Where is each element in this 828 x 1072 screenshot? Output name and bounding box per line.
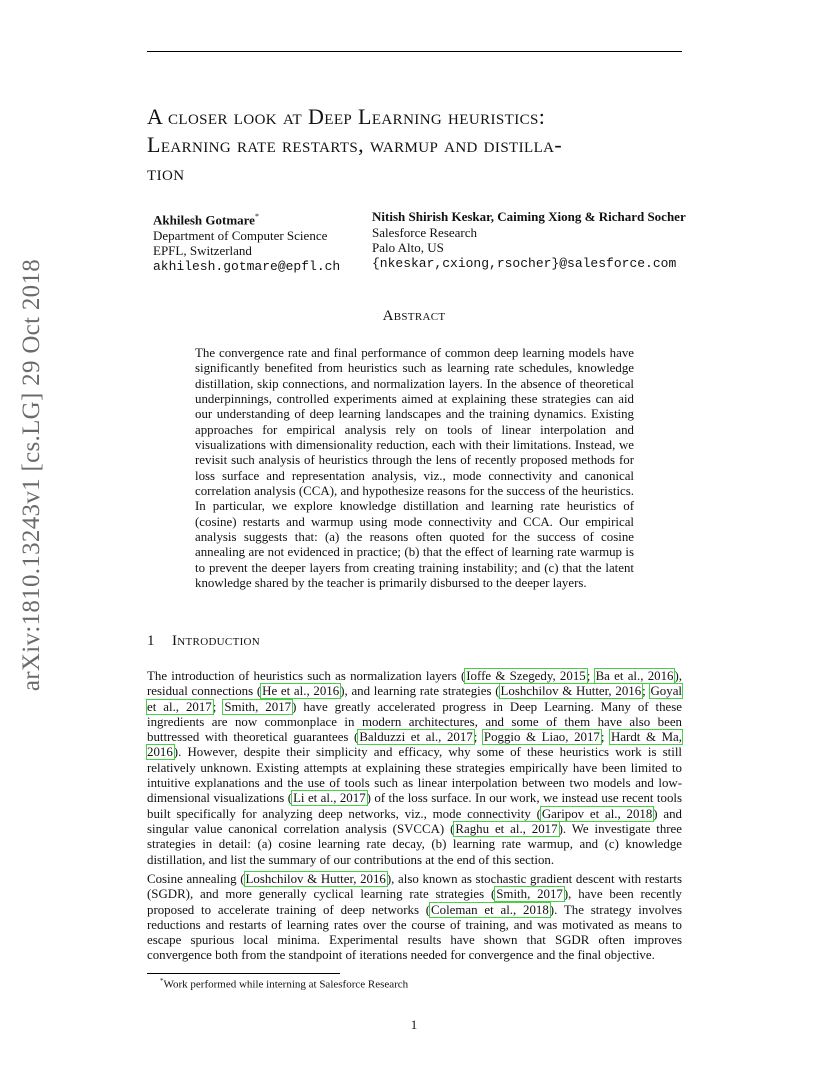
section-heading-introduction [147, 633, 260, 650]
footnote-text: Work performed while interning at Salesforce Research [163, 978, 409, 991]
intro-paragraph-2: Cosine annealing (Loshchilov & Hutter, 2016), also known as stochastic gradient descent with restarts (SGDR), and more generally cyclical learning rate strategies (Smith, 2017), have been recently proposed to accelerate training of deep networks (Coleman et al., 2018). The strategy involves reductions and restarts of learning rates over the course of training, and was motivated as means to escape spurious local minima. Experimental results have shown that SGDR often improves convergence both from the standpoint of iterations needed for convergence and the final objective. [147, 872, 682, 963]
author-block-right [372, 209, 686, 271]
citation-link[interactable]: Ba et al., 2016 [595, 669, 674, 683]
title-line: A closer look at Deep Learning heuristics: [147, 104, 546, 129]
section-number: 1 [147, 633, 155, 649]
citation-link[interactable]: Loshchilov & Hutter, 2016 [500, 684, 642, 699]
abstract-heading: Abstract [382, 308, 446, 324]
citation-link[interactable]: Raghu et al., 2017 [455, 821, 558, 836]
citation-link[interactable]: Hardt & Ma, 2016 [147, 730, 682, 760]
title-line: tion [147, 160, 185, 185]
author-location: EPFL, Switzerland [153, 243, 252, 259]
arxiv-identifier-stamp: arXiv:1810.13243v1 [cs.LG] 29 Oct 2018 [18, 258, 45, 692]
citation-link[interactable]: He et al., 2016 [262, 684, 340, 699]
title-line: Learning rate restarts, warmup and distilla- [147, 132, 563, 157]
author-email[interactable]: {nkeskar,cxiong,rsocher}@salesforce.com [372, 255, 677, 271]
footnote [160, 977, 408, 991]
citation-link[interactable]: Poggio & Liao, 2017 [483, 730, 600, 745]
footnote-rule [147, 973, 340, 974]
author-name: Akhilesh Gotmare* [153, 212, 259, 228]
abstract-text: The convergence rate and final performance of common deep learning models have significantly benefited from heuristics such as learning rate schedules, knowledge distillation, skip connections, and normalization layers. In the absence of theoretical underpinnings, controlled experiments aimed at explaining these strategies can aid our understanding of deep learning landscapes and the training dynamics. Existing approaches for empirical analysis rely on tools of linear interpolation and visualizations with dimensionality reduction, each with their limitations. Instead, we revisit such analysis of heuristics through the lens of recently proposed methods for loss surface and representation analysis, viz., mode connectivity and canonical correlation analysis (CCA), and hypothesize reasons for the success of the heuristics. In particular, we explore knowledge distillation and learning rate heuristics of (cosine) restarts and warmup using mode connectivity and CCA. Our empirical analysis suggests that: (a) the reasons often quoted for the success of cosine annealing are not evidenced in practice; (b) that the effect of learning rate warmup is to prevent the deeper layers from creating training instability; and (c) that the latent knowledge shared by the teacher is primarily disbursed to the deeper layers. [195, 346, 634, 591]
citation-link[interactable]: Balduzzi et al., 2017 [359, 730, 473, 745]
footnote-mark: * [254, 212, 259, 221]
footnote-mark: * [160, 977, 164, 985]
citation-link[interactable]: Loshchilov & Hutter, 2016 [245, 872, 386, 886]
author-names: Nitish Shirish Keskar, Caiming Xiong & Richard Socher [372, 209, 686, 224]
citation-link[interactable]: Coleman et al., 2018 [431, 902, 549, 917]
citation-link[interactable]: Goyal et al., 2017 [147, 684, 683, 714]
intro-paragraph-1: The introduction of heuristics such as normalization layers (Ioffe & Szegedy, 2015; Ba et al., 2016), residual connections (He et al., 2016), and learning rate strategies (Loshchilov & Hutter, 2016; Goyal et al., 2017; Smith, 2017) have greatly accelerated progress in Deep Learning. Many of these ingredients are now commonplace in modern architectures, and some of them have also been buttressed with theoretical guarantees (Balduzzi et al., 2017; Poggio & Liao, 2017; Hardt & Ma, 2016). However, despite their simplicity and efficacy, why some of these heuristics work is still relatively unknown. Existing attempts at explaining these strategies empirically have been limited to intuitive explanations and the use of tools such as linear interpolation between two models and low-dimensional visualizations (Li et al., 2017) of the loss surface. In our work, we instead use recent tools built specifically for analyzing deep networks, viz., mode connectivity (Garipov et al., 2018) and singular value canonical correlation analysis (SVCCA) (Raghu et al., 2017). We investigate three strategies in detail: (a) cosine learning rate decay, (b) learning rate warmup, and (c) knowledge distillation, and list the summary of our contributions at the end of this section. [147, 669, 683, 867]
author-affiliation: Salesforce Research [372, 224, 478, 240]
page-number: 1 [410, 1017, 418, 1032]
section-title: Introduction [172, 633, 261, 649]
citation-link[interactable]: Ioffe & Szegedy, 2015 [466, 669, 586, 683]
author-block-left [153, 209, 340, 274]
author-affiliation: Department of Computer Science [153, 227, 328, 243]
header-rule [147, 51, 682, 52]
author-email[interactable]: akhilesh.gotmare@epfl.ch [153, 258, 341, 274]
author-location: Palo Alto, US [372, 240, 444, 255]
paper-title [147, 103, 692, 187]
citation-link[interactable]: Li et al., 2017 [293, 791, 366, 806]
citation-link[interactable]: Smith, 2017 [496, 887, 563, 902]
citation-link[interactable]: Smith, 2017 [224, 699, 292, 714]
citation-link[interactable]: Garipov et al., 2018 [541, 806, 653, 821]
